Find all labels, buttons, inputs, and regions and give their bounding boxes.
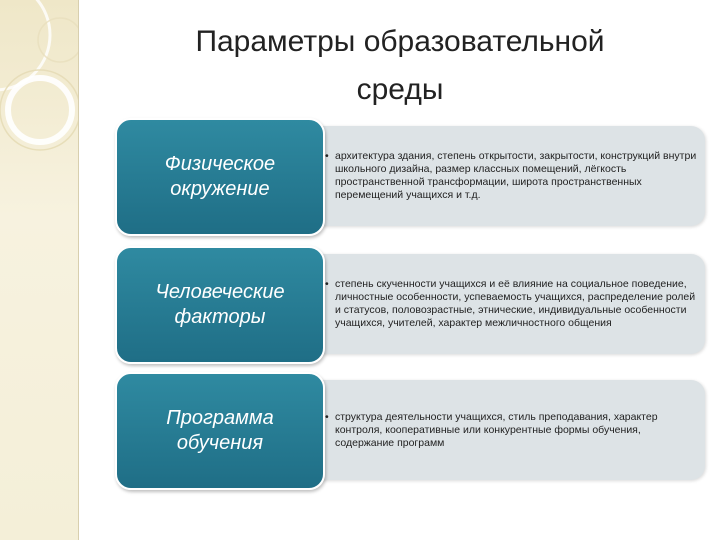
category-box <box>115 372 325 490</box>
category-label: Человеческие факторы <box>155 281 285 328</box>
slide-title: Параметры образовательной среды <box>195 25 605 106</box>
bullet-icon: • <box>325 150 329 162</box>
row-human-factors <box>115 246 705 364</box>
category-label: Программа обучения <box>166 407 274 454</box>
circles-decoration-icon <box>0 0 78 200</box>
bullet-icon: • <box>325 278 329 290</box>
row-curriculum <box>115 372 705 490</box>
description-text <box>325 380 697 480</box>
description-content: степень скученности учащихся и её влияние на социальное поведение, личностные особенности, успеваемость учащихся, распределение ролей и статусов, половозрастные, этнические, индивидуальные особенности учащихся, учителей, характер межличностного общения <box>335 278 696 329</box>
decorative-sidebar <box>0 0 79 540</box>
category-box <box>115 246 325 364</box>
description-text <box>325 254 697 354</box>
category-label: Физическое окружение <box>164 153 276 200</box>
description-content: архитектура здания, степень открытости, закрытости, конструкций внутри школьного дизайна, размер классных помещений, лёгкость пространственной трансформации, широта пространственных перемещений учащихся и т.д. <box>335 150 697 201</box>
bullet-icon: • <box>325 410 329 423</box>
category-box <box>115 118 325 236</box>
description-text <box>325 126 697 226</box>
row-physical-environment <box>115 118 705 236</box>
description-content: структура деятельности учащихся, стиль преподавания, характер контроля, кооперативные или конкурентные формы обучения, содержание программ <box>335 410 658 449</box>
